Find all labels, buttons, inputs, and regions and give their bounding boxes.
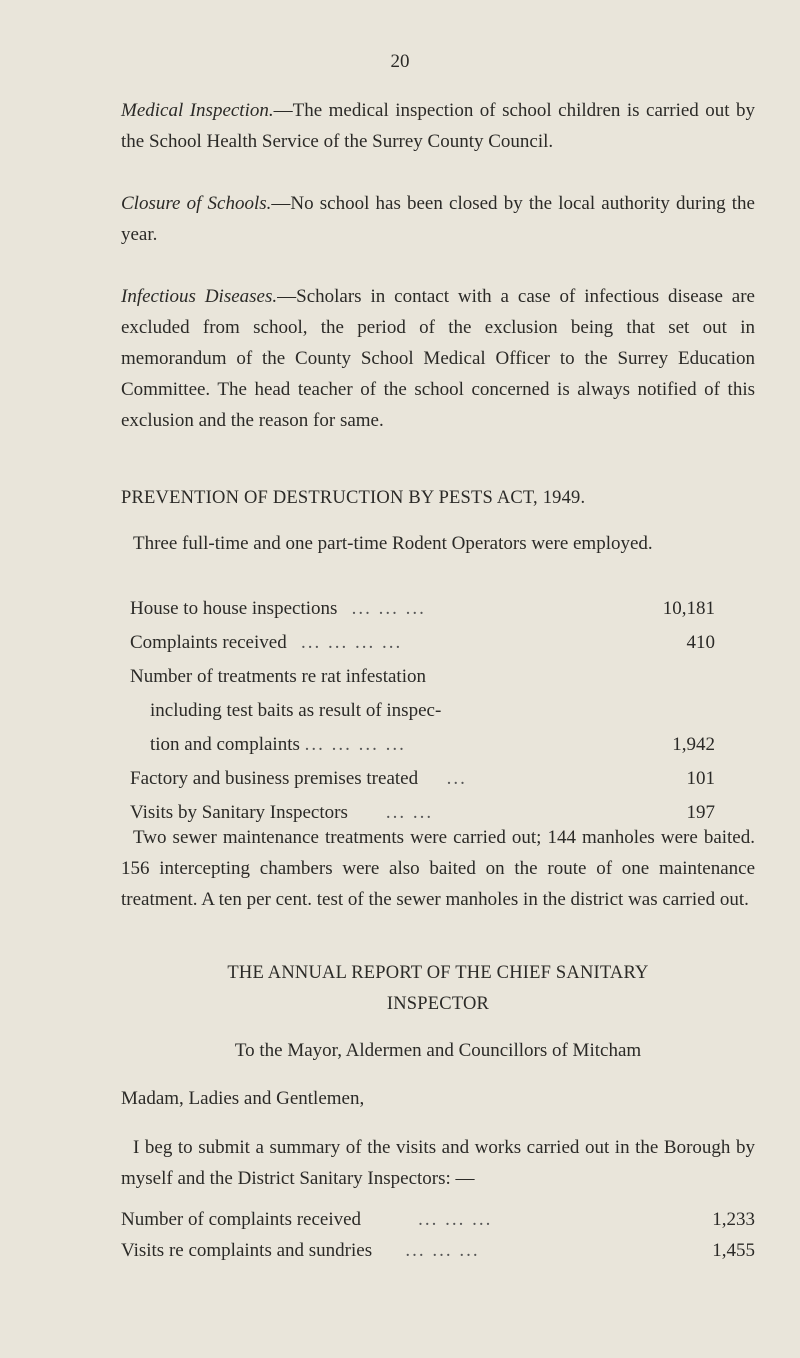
pests-intro-text: Three full-time and one part-time Rodent Operators were employed.: [133, 533, 653, 554]
medical-text: —The medical inspection of school children is carried out by the School Health Service of the Surrey County Council.: [121, 100, 755, 152]
row-leader-dots: ... ... ...: [405, 1240, 480, 1261]
medical-inspection-paragraph: [121, 95, 755, 157]
annual-intro: [121, 1132, 755, 1194]
closure-lead: Closure of Schools.: [121, 193, 272, 214]
row-value: 1,455: [712, 1240, 755, 1261]
row-label: Number of complaints received: [121, 1209, 362, 1230]
row-label-line: tion and complaints: [150, 734, 300, 755]
table-row: [130, 593, 715, 624]
row-label: Visits by Sanitary Inspectors: [130, 802, 348, 823]
annual-report-heading: [121, 958, 755, 1020]
page-number: 20: [390, 51, 410, 72]
row-leader-dots: ... ... ...: [418, 1209, 493, 1230]
annual-table: [121, 1204, 755, 1266]
pests-heading-text: PREVENTION OF DESTRUCTION BY PESTS ACT, 1949.: [121, 488, 586, 508]
address-text: To the Mayor, Aldermen and Councillors of Mitcham: [234, 1040, 642, 1061]
row-label: Complaints received: [130, 632, 287, 653]
pests-heading: [121, 483, 761, 514]
row-value: 197: [686, 802, 715, 823]
row-value: 10,181: [662, 598, 715, 619]
row-leader-dots: ... ... ...: [351, 598, 426, 619]
closure-text: —No school has been closed by the local authority during the year.: [121, 193, 755, 245]
table-row: [130, 627, 715, 658]
row-label-line: including test baits as result of inspec-: [150, 700, 442, 721]
infectious-text: —Scholars in contact with a case of infectious disease are excluded from school, the period of the exclusion being that set out in memorandum of the County School Medical Officer to the Surrey Education Committee. The head teacher of the school concerned is always notified of this exclusion and the reason for same.: [121, 286, 755, 431]
salutation-text: Madam, Ladies and Gentlemen,: [121, 1088, 365, 1109]
annual-heading-line: INSPECTOR: [386, 994, 490, 1014]
closure-paragraph: [121, 188, 755, 250]
annual-heading-line: THE ANNUAL REPORT OF THE CHIEF SANITARY: [227, 963, 649, 983]
row-value: 101: [686, 768, 715, 789]
pests-table: [130, 593, 715, 828]
salutation: [121, 1083, 755, 1114]
infectious-diseases-paragraph: [121, 281, 755, 436]
table-row: [121, 1235, 755, 1266]
infectious-lead: Infectious Diseases.: [121, 286, 278, 307]
medical-lead: Medical Inspection.: [121, 100, 274, 121]
pests-intro: [121, 528, 755, 559]
row-leader-dots: ... ... ... ...: [300, 632, 403, 653]
row-value: 1,942: [672, 734, 715, 755]
row-leader-dots: ... ...: [385, 802, 434, 823]
table-row: [130, 661, 715, 760]
row-value: 410: [686, 632, 715, 653]
row-label: House to house inspections: [130, 598, 338, 619]
row-label: Factory and business premises treated: [130, 768, 419, 789]
table-row: [130, 763, 715, 794]
row-value: 1,233: [712, 1209, 755, 1230]
address-line: [121, 1035, 755, 1066]
sewer-paragraph: [121, 822, 755, 915]
row-label: Visits re complaints and sundries: [121, 1240, 373, 1261]
row-leader-dots: ...: [446, 768, 467, 789]
annual-intro-text: I beg to submit a summary of the visits and works carried out in the Borough by myself and the District Sanitary Inspectors: —: [121, 1137, 755, 1189]
row-leader-dots: ... ... ... ...: [304, 734, 406, 755]
row-label-line: Number of treatments re rat infestation: [130, 666, 426, 687]
sewer-text: Two sewer maintenance treatments were carried out; 144 manholes were baited. 156 intercepting chambers were also baited on the route of one maintenance treatment. A ten per cent. test of the sewer manholes in the district was carried out.: [121, 827, 755, 910]
table-row: [121, 1204, 755, 1235]
